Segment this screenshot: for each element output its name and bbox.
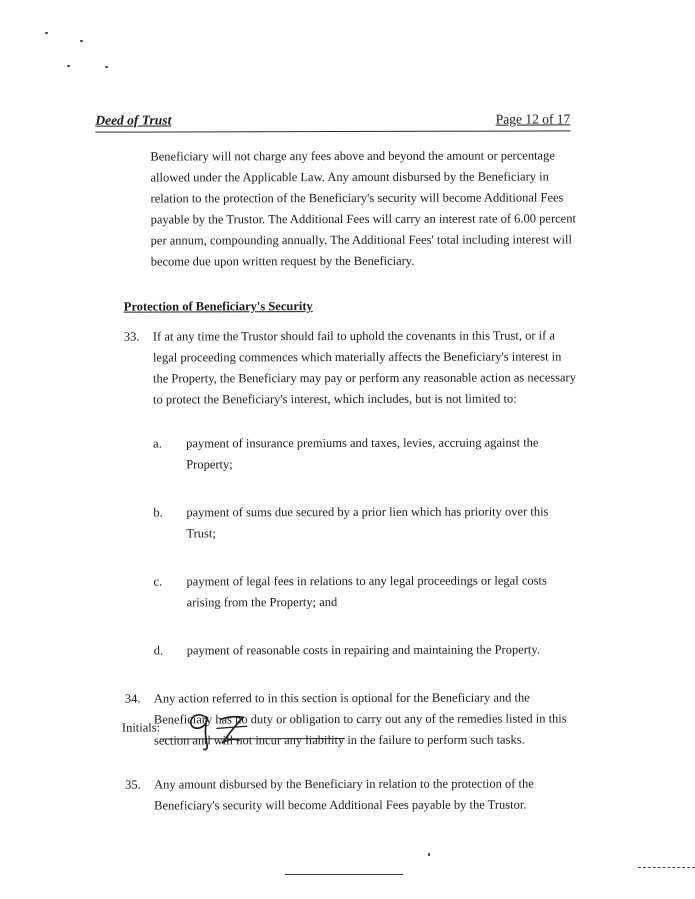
scan-speck [171,721,175,726]
clause-number: 34. [124,691,141,706]
scan-artifact-line [285,874,403,875]
page-header [95,111,570,128]
section-heading: Protection of Beneficiary's Security [123,299,313,314]
clause-number: 35. [125,777,141,792]
subclause-text: payment of sums due secured by a prior lien which has priority over this Trust; [186,504,549,541]
paragraph-additional-fees: Beneficiary will not charge any fees above and beyond the amount or percentage allowed under the Applicable Law. Any amount disbursed by the Beneficiary in relation to the protection of the Beneficiary's security will become Additional Fees payable by the Trustor. The Additional Fees will carry an interest rate of 6.00 percent per annum, compounding annually. The Additional Fees' total including interest will become due upon written request by the Beneficiary. [150,148,576,269]
clause-33-subitems [1,432,695,662]
subclause-a [1,432,695,476]
scan-speck [80,40,83,42]
handwritten-initials-icon [177,706,267,758]
clause-text: If at any time the Trustor should fail to uphold the covenants in this Trust, or if a legal proceeding commences which materially affects the Beneficiary's interest in the Property, the Beneficiary may pay or perform any reasonable action as necessary to protect the Beneficiary's interest, which includes, but is not limited to: [152,328,576,407]
clause-33 [1,325,695,411]
subclause-letter: d. [153,643,164,658]
subclause-text: payment of legal fees in relations to any legal proceedings or legal costs arising from the Property; and [186,573,547,610]
subclause-b [1,501,695,545]
subclause-letter: c. [153,574,163,589]
initials-label: Initials: [121,720,161,735]
scan-speck [428,853,430,856]
clause-35 [2,773,695,817]
scan-speck [105,66,108,68]
scan-artifact-dashes [638,867,695,868]
document-title: Deed of Trust [95,112,172,128]
initials-block [122,712,382,758]
clause-text: Any action referred to in this section is optional for the Beneficiary and the Beneficiary has no duty or obligation to carry out any of the remedies listed in this section and will not incur any liability in the failure to perform such tasks. [153,690,567,748]
subclause-c [1,570,695,614]
page-number: Page 12 of 17 [495,111,571,127]
subclause-text: payment of insurance premiums and taxes, levies, accruing against the Property; [186,435,539,472]
header-rule [95,130,570,132]
clause-number: 33. [123,329,140,344]
clause-text: Any amount disbursed by the Beneficiary in relation to the protection of the Beneficiary's security will become Additional Fees payable by the Trustor. [154,776,534,813]
subclause-d [2,639,695,662]
scan-speck [67,65,70,67]
subclause-letter: a. [153,436,162,451]
subclause-text: payment of reasonable costs in repairing and maintaining the Property. [186,642,540,658]
scan-speck [45,32,48,34]
subclause-letter: b. [153,505,163,520]
